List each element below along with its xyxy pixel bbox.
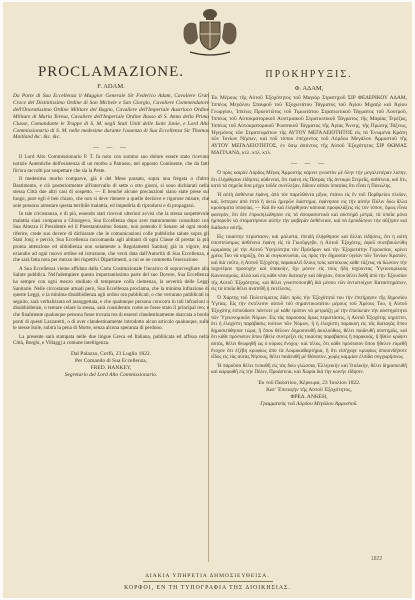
italian-signatory: FRED. HANKEY,	[90, 364, 132, 371]
greek-date: Ἐκ τοῦ Παλατίου, Κέρκυρα, 23 Ἰουλίου 1822.	[257, 379, 361, 386]
greek-paragraph-2: Ἡ αὐτὴ ἀσθένεια ἐφάνη, ἀπὸ τὸν παρελθόντα μῆνα, ἐπάνω εἰς ἓν τοῦ Πορθμείου πλοῖον, καὶ, ὕστερον ἀπὸ ἑπτὰ ἢ ὀκτὼ ἡμερῶν διάστημα, ἐφάνησαν εἰς τὴν αὐτὴν Πόλιν δύω ἄλλα κρούσματα ὑποψίας. — Καὶ ἂν καὶ ἐλήφθησαν κάποιαι προφυλάξεις εἰς τὸν τόπον, ὅμως εἶναι φανερὸν, ὅτι δὲν ἐπροσηλώθησαν εἰς τὰ ἀποφασιστικὰ καὶ αὐστηρὰ μέτρα, τὰ ὁποῖα μόνα ἠμποροῦν νὰ σταματήσουν αὐτὴν τὴν φοβερὰν ἀσθένειαν, καὶ νὰ ἐμποδίσουν τὴν αὔξησιν καὶ διάδοσιν αὐτῆς.	[211, 191, 407, 231]
greek-paragraph-4: Ὁ Χάρτης τοῦ Πολιτεύματος δίδει πρὸς τὴν Ἐξοχότητά του τὴν ἐπιτήρησιν τῆς δημοσίου Ὑγείας. Εἰς τὴν ἐκτέλεσιν αὐτοῦ τοῦ σημαντικωτάτου μέρους τοῦ Χρέους Του, ἡ Αὐτοῦ Ἐξοχότης ἐσπούδασε πάντοτε μὲ κάθε τρόπον νὰ μετριάζῃ μὲ τὴν ἐπιείκειαν τὴν αὐστηρότητα τῶν Ὑγειονομικῶν Νόμων. Εἰς τὰς παρούσας ὅμως περιστάσεις, ἡ Αὐτοῦ Ἐξοχότης κηρύττει, ὅτι ἡ ἐλαχίστη παράβασις τούτων τῶν Νόμων, ἢ ἡ ἐλαχίστη παρακοὴ εἰς τὰς διαταγὰς ὅπου δημοσιεύθησαν τώρα, ἢ ὅπου θέλουν δημοσιευθῆ ἀκολούθως, θέλει παιδευθῆ αὐστηρῶς, καὶ ὅτι κάθε πρόσωπον ὅπου ἤθελε συντρέξει εἰς τοιαύτας παραβάσεις ἢ παρακοὰς, ἢ ἤθελε κρύψει αὐτὰς, θέλει θεωρηθῆ ὡς ὁ κύριος ἔνοχος· καὶ τέλος, ὅτι κάθε πρόσωπον ὅπου ἤθελεν εὑρεθῆ ἔνοχον ὅτι ἐξέβη κρυφίως ἀπὸ τὰ Λοιμοκαθαρτήρια, ἢ ὅτι εἰσήγαγε κρυφίως ὁποιονδήποτε εἶδος εἰς τὰς αὐτὰς Νήσους, θέλει παιδευθῆ μὲ Θάνατον, χωρὶς καμμίαν ἐλπίδα συγχωρήσεως.	[211, 294, 407, 361]
greek-signatory-title: Γραμματεὺς τοῦ Λόρδου Μεγάλου Ἁρμοστοῦ.	[260, 400, 358, 407]
italian-signatory-title: Segretario del Lord Alto Commissionario.	[64, 371, 158, 378]
italian-preamble: Da Parte di Sua Eccellenza il Maggior Generale Sir Federico Adam, Cavaliere Gran Croce del Distintissimo Ordine di San Michele e San Giorgio, Cavaliere Commendatore dell'Onoratissimo Ordine Militare del Bagno, Cavaliere dell'Imperiale Austriaco Ordine Militare di Maria Teresa, Cavaliere dell'Imperiale Ordine Russo di S. Anna della Prima Classe, Comandante le Truppe di S. M. negli Stati Uniti delle Isole Jonie, e Lord Alto Commissionario di S. M. nelle medesime durante l'assenza di Sua Eccellenza Sir Thomas Maitland &c. &c. &c.	[13, 93, 209, 141]
italian-command-line: Per Comando di Sua Eccellenza,	[75, 357, 147, 364]
greek-title: ΠΡΟΚΗΡΥΞΙΣ.	[265, 69, 353, 80]
italian-separator: — — —	[93, 145, 129, 152]
greek-signatory: ΦΡΕΔ. ΑΝΚΕΗ,	[290, 393, 328, 400]
italian-paragraph-2: Il medesimo morbo comparve, già è del Mese passato, sopra una fregata o d'altro Bastimento, e ciò posteriormente all'intervallo di sette o otto giorni, si sono dichiarati nella stessa Città due altri casi di sospetto. — E benché alcune precauzioni siano state prese sul luogo, pure egli è ben chiaro, che non si deve ritenere a quelle decisive e rigorose misure, che sole possono arrestare questa terribile malattia, ed impedirla di riprodursi e di propagarsi.	[13, 176, 209, 209]
italian-date: Dal Palazzo, Corfù, 23 Luglio 1822.	[70, 350, 152, 357]
greek-preamble: Ἐκ Μέρους τῆς Αὐτοῦ Ἐξοχότητος τοῦ Μαγιὸρ Στρατηγοῦ ΣΙΡ ΦΕΔΕΡΙΚΟΥ ΑΔΑΜ, Ἱππέως Μεγάλου Σταυροῦ τοῦ Ἐξοχωτάτου Τάγματος τοῦ Ἁγίου Μιχαὴλ καὶ Ἁγίου Γεωργίου, Ἱππέως Προεστῶτος τοῦ Τιμιωτάτου Στρατιωτικοῦ Τάγματος τοῦ Λουτροῦ, Ἱππέως τοῦ Αὐτοκρατορικοῦ Αὐστριακοῦ Στρατιωτικοῦ Τάγματος τῆς Μαρίας Τερέζας, Ἱππέως τοῦ Αὐτοκρατορικοῦ Ῥωσσικοῦ Τάγματος τῆς Ἁγίας Ἄννης, τῆς Πρώτης Τάξεως, Ἡγεμόνος τῶν Στρατευμάτων τῆς ΑΥΤΟΥ ΜΕΓΑΛΕΙΟΤΗΤΟΣ εἰς τὰ Ἑνωμένα Κράτη τῶν Ἰονίων Νήσων, καὶ τοῦ τόπου ἐπέχοντος τοῦ Λόρδου Μεγάλου Ἁρμοστοῦ τῆς ΑΥΤΟΥ ΜΕΓΑΛΕΙΟΤΗΤΟΣ, ἐν ὅσῳ ἀπόντος τῆς Αὐτοῦ Ἐξοχότητος ΣΙΡ ΘΩΜΑΣ ΜΑΙΤΛΑΝΔ, κτλ. κτλ. κτλ.	[211, 95, 407, 157]
royal-coat-of-arms-icon	[176, 6, 244, 58]
italian-paragraph-4: A Sua Eccellenza vieme affidata dalla Carta Costituzionale l'incarico di sopravvegliare alla Salute pubblica. Nell'adempiere questo importantissimo parte del suo Dovere, Sua Eccellenza ha sempre con ogni mezzo studiato di temperare colla clemenza, la severità delle Leggi Sanitarie. Nelle circostanze attuali però, Sua Eccellenza proclama, che la minima infrazione di queste Leggi, o la minima disubbidienza agli ordini ora pubblicati, o che verranno pubblicati in seguito, sarà verbalizzata ed assoggettata, e che qualunque persona concorra in tali infrazioni o disubbidienze, o tentare celare la stessa, sarà considerato come se fosse stato il principal reo; e che finalmente qualunque persona fosse trovata rea di essersi clandestinamente sbarcata a bordo ponti di questi Lazzaretti, o di aver clandestinamente introdotto alcun articolo qualunque, sulle le stesse Isole, subirà la pena di Morte, senza alcuna speranza di perdono.	[13, 265, 209, 332]
italian-paragraph-5: La presente sarà stampata nelle due lingue Greca ed Italiana, pubblicata ed affissa nella Città, Borghi, e Villaggj a comune intelligenza.	[13, 333, 209, 347]
italian-paragraph-1: Il Lord Alto Commissionario P. T. fa noto con sommo suo dolore essere stato ricevuto notizie Autentiche dell'esistenza di un morbo a Patrasso, nel opposto Continente, che da fatti fin'ora raccolti par sospettare che sia la Peste.	[13, 154, 209, 174]
italian-title: PROCLAMAZIONE.	[37, 64, 185, 80]
italian-column	[13, 64, 209, 379]
proclamation-sheet	[3, 2, 412, 598]
greek-separator: — — —	[291, 161, 327, 168]
archive-stamp: 1822	[371, 556, 383, 562]
footer-rule	[143, 581, 273, 582]
greek-column	[211, 64, 407, 408]
footer-notice: ΔΙΑΚΙΑ ΥΠΗΡΕΤΙΑ ΔΗΜΟΣΙΕΥΘΕΙΣΑ.	[145, 573, 270, 579]
greek-issuer: Φ. ΑΔΑΜ,	[294, 85, 324, 92]
greek-command-line: Κατ' Ἐπιταγὴν τῆς Αὐτοῦ Ἐξοχότητος,	[266, 386, 352, 393]
italian-issuer: F. ADAM.	[97, 83, 125, 90]
greek-paragraph-1: Ὁ πρὸς καιρὸν Λόρδος Μέγας Ἁρμοστὴς κάμνει γνωστὸν μὲ ὅλην τὴν μεγαλειτέραν λύπην, ὅτι ἐλήφθησαν εἰδήσεις αὐθενταὶ, ὅτι ἐφάνη εἰς Πάτρας τῆς ἀντικρὺ Στερεᾶς, ἀσθένεια, καὶ ὅτι, κατὰ τὰ σημεῖα ὅσα μέχρι τοῦδε συνέλεξαν, δίδουν αἰτίαν ὑποψίας ὅτι εἶναι ἡ Πανώλης.	[211, 170, 407, 190]
footer-printer: ΚΟΡΦΟΙ, ΕΝ ΤΗ ΤΥΠΟΓΡΑΦΙΑ ΤΗΣ ΔΙΟΙΚΗΣΙΑΣ.	[124, 585, 291, 591]
greek-paragraph-3: Εἰς τοιαύτην περίστασιν, καὶ μάλιστα, ἐπειδὴ ἐλήφθησαν καὶ ἄλλαι εἰδήσεις, ὅτι ἡ αὐτὴ ὑποπτεύσιμος ἀσθένεια ἐφάνη εἰς τὸ Γκιοῦργεβο, ἡ Αὐτοῦ Ἐξοχότης, ἀφοῦ συνεβουλεύθη ὡριμάσας μὲ τὴν Αὐτοῦ Ὑψηλότητα τὸν Πρόεδρον καὶ τὴν Ἐξοχωτάτην Γερουσίαν, κρίνει χρέος Του νὰ κηρύξῃ, ὅτι αἱ συγκοινωνίαι, ὡς πρὸς τὴν δημοσίαν ὑγείαν τῶν Ἰονίων Κρατῶν, καὶ διὰ τοῦτο, ἡ Αὐτοῦ Ἐξοχότης παρακαλεῖ ὅλους τοὺς κατοίκους κάθε τάξεως νὰ δώσουν τὴν ταχυτέραν προσοχὴν καὶ ὑπακοὴν, ὄχι μόνον εἰς τοὺς ἤδη ἰσχύοντας Ὑγειονομικοὺς Κανονισμοὺς, ἀλλὰ καὶ εἰς κάθε νέαν διαταγὴν καὶ ὁδηγίαν, ὅπου θέλει δοθῆ ἀπὸ τὴν Ἐξουσίαν τῆς Αὐτοῦ Ἐξοχότητος, καὶ θέλει γνωστοποιηθῆ διὰ μέσου τῶν ἀντιστοίχων Καταστημάτων, εἰς τὰ ὁποῖα θέλει ἀνατεθῆ ἡ ἐκτέλεσις.	[211, 233, 407, 293]
greek-paragraph-5: Ἡ παροῦσα θέλει τυπωθῆ εἰς τὰς δύω γλώσσας Ἑλληνικὴν καὶ Ἰταλικὴν, θέλει δημοσιευθῆ καὶ καρφωθῆ εἰς τὴν Πόλιν, Προάστεια, καὶ Χωρία διὰ τὴν κοινὴν εἴδησιν.	[211, 362, 407, 376]
italian-paragraph-3: In tale circostanza, e di più, essendo stati ricevuti ulteriori avvisi che la stessa sospettevole malattia siasi comparsa a Ghiurgevo, Sua Eccellenza dopo aver maturamente consultato con Sua Altezza il Presidente ed il Preestantissimo Senato, non potendo il Senato ad ogni modo riferire, crede suo dovere di dichiarare che le comunicazioni colle pubbliche salute sopra gli Stati Jonj; e perciò, Sua Eccellenza raccomanda agli abitanti di ogni Classe di prestar la più pronta attenzione ed ubbidienza non solamente a Regolamenti Sanitarj già in vigore, ma eziandio ad ogni nuovo ordine ed istruzione, che verrà data dall'Autorità di Sua Eccellenza, e che sarà fatta nota per mezzo dei rispettivi Dipartimenti, a cui se ne commetta l'esecuzione.	[13, 211, 209, 264]
